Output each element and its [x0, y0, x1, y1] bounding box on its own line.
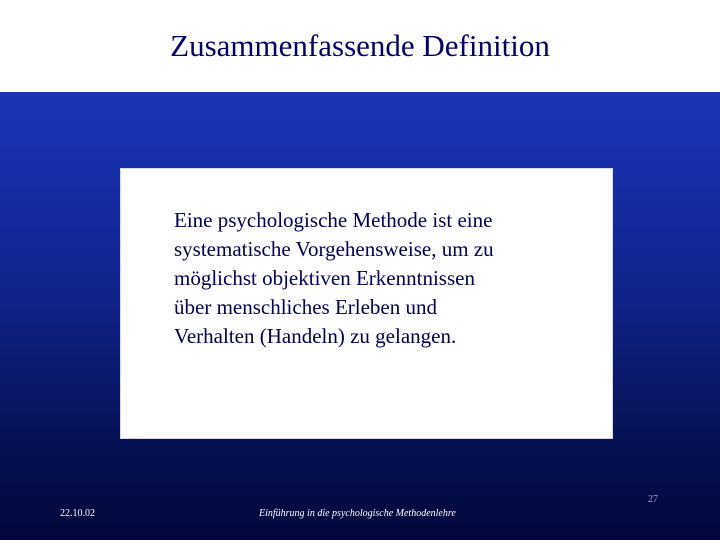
slide-title: Zusammenfassende Definition [170, 28, 550, 63]
footer-course-title: Einführung in die psychologische Methodenlehre [259, 508, 456, 519]
definition-line: möglichst objektiven Erkenntnissen [174, 266, 475, 290]
definition-line: Verhalten (Handeln) zu gelangen. [174, 324, 457, 348]
definition-line: Eine psychologische Methode ist eine [174, 208, 493, 232]
definition-text [174, 206, 594, 351]
definition-line: systematische Vorgehensweise, um zu [174, 237, 494, 261]
title-bar [0, 0, 720, 92]
footer-date: 22.10.02 [60, 508, 95, 519]
definition-line: über menschliches Erleben und [174, 295, 437, 319]
page-number: 27 [648, 494, 658, 505]
